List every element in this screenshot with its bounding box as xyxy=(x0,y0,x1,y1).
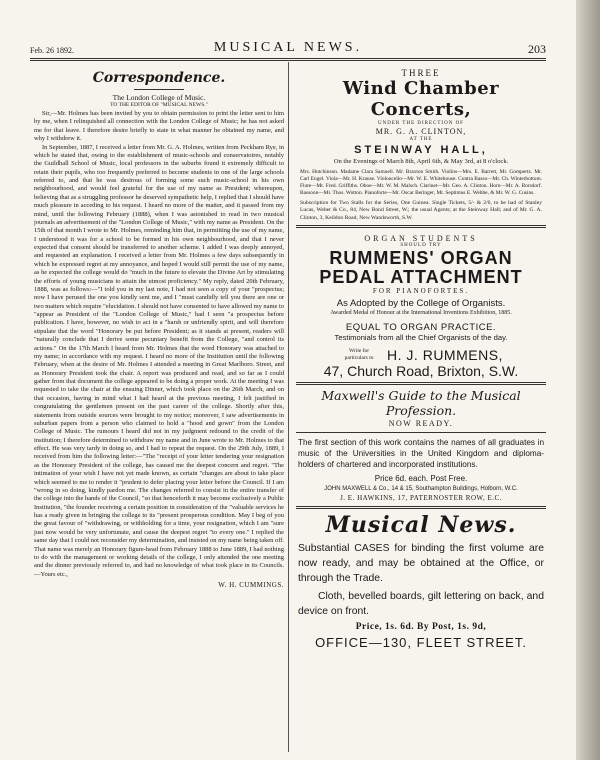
at-the: AT THE xyxy=(409,137,433,142)
page-header xyxy=(30,40,546,56)
subscription-info: Subscription for Two Stalls for the Series, One Guinea. Single Tickets, 5/- & 2/6, to be had of Stanley Lucas, Weber & Co., 84, New Bond Street, W.; the usual Agents; at the Steinway Hall; and of Mr. G. A. Clinton, 3, Keildon Road, New Wandsworth, S.W. xyxy=(300,200,542,221)
cloth-text: Cloth, bevelled boards, gilt lettering on back, and device on front. xyxy=(298,591,544,618)
cases-text: Substantial CASES for binding the first volume are now ready, and may be obtained at the Office, or through the Trade. xyxy=(298,543,544,585)
award-text: Awarded Medal of Honour at the International Inventions Exhibition, 1885. xyxy=(330,309,512,316)
rummens-title-2: PEDAL ATTACHMENT xyxy=(319,266,523,287)
advertisements-column xyxy=(296,64,546,650)
letter-addressee: TO THE EDITOR OF "MUSICAL NEWS." xyxy=(110,102,208,108)
correspondence-column xyxy=(34,64,284,589)
page-number: 203 xyxy=(528,42,546,56)
maxwell-price: Price 6d. each. Post Free. xyxy=(374,474,468,484)
letter-signature: W. H. CUMMINGS. xyxy=(218,581,284,589)
musical-news-logo: Musical News. xyxy=(325,512,517,539)
under-direction: UNDER THE DIRECTION OF xyxy=(378,121,464,126)
maxwell-agent: J. E. HAWKINS, 17, PATERNOSTER ROW, E.C. xyxy=(340,494,502,503)
maxwell-title: Maxwell's Guide to the Musical Profession. xyxy=(321,387,521,418)
ad-divider xyxy=(296,506,546,509)
rummens-ad xyxy=(296,234,546,379)
contact-name: H. J. RUMMENS, xyxy=(387,346,503,363)
ad-divider xyxy=(296,225,546,228)
ad-rule xyxy=(296,432,546,433)
adopted-by: As Adopted by the College of Organists. xyxy=(336,297,506,309)
header-rule-2 xyxy=(30,60,546,61)
performers-list: Mrs. Hutchinson. Madame Clara Samuell. Mr. Braxton Smith. Violins—Mrs. E. Barrett, Mr. Gompertz. Mr. Carl Engel. Viola—Mr. H. Krause. Violoncello—Mr. W. E. Whitehouse. Contra Basso—Mr. Ch. Winterbottom. Flute—Mr. Fred. Griffiths. Oboe—Mr. W. M. Malsch. Clarinet—Mr. Geo. A. Clinton. Horn—Mr. A. Borsdorf. Bassoon—Mr. Thos. Wotton. Pianoforte—Mr. Oscar Beringer, Mr. Septimus E. Webbe, & Mr. W. G. Cusins. xyxy=(300,169,542,197)
heading-rule xyxy=(134,89,184,90)
maxwell-ad xyxy=(296,388,546,502)
office-address: OFFICE—130, FLEET STREET. xyxy=(315,635,527,651)
for-pianofortes: FOR PIANOFORTES. xyxy=(372,286,470,295)
letter-paragraph: In September, 1887, I received a letter from Mr. G. A. Holmes, written from Peckham Rye, in which he stated that, owing to the establishment of music-schools and conservatoires, notably the Guildhall School of Music, local professors in the suburbs found it extremely difficult to retain their pupils, who too frequently preferred to become students in one of the large schools referred to, and that he was desirous of forming some such music-school in his own neighbourhood, and would feel grateful for the use of my name as President; whereupon, believing that as a struggling professor he deserved sympathetic help, I replied that I should have much pleasure in acceding to his request. I heard no more of the matter, and it passed from my mind, until the following February (1888), when I was astonished to read in two musical journals an advertisement of the "London College of Music," with my name as President. On the 15th of that month I wrote to Mr. Holmes, reminding him that, in permitting the use of my name, I understood it was for a school to be formed in his own neighbourhood, and that I never expected that consent should be transferred to another scheme. I added I was deeply annoyed, and requested an explanation. I received a letter from Mr. Holmes a few days subsequently in which he expressed regret at my annoyance, and hoped I would still permit the use of my name, as he expected the college would do "much in the future to elevate the Divine Art by stimulating the efforts of young musicians to attain the utmost proficiency." My reply, dated 20th February, 1888, was as follows:—"I told you in my last note, I had not seen a copy of your "prospectus; now I have perused the one you kindly sent me, and I "must candidly tell you there are one or two matters which require "elucidation. I should not have consented to have allowed my name to "appear as President of the "London College of Music," had I seen "a prospectus before publication. I have, however, no wish to act in a "harsh or unfriendly spirit, and will therefore stipulate that the word "Honorary be put before President; as it stands at present, readers will "naturally conclude that I derive some pecuniary benefit from the College, "and control its actions." On the 17th March I heard from Mr. Holmes that the word Honorary was attached to my name; in accordance with my request. I heard no more of the Institution until the following February, when at the desire of Mr. Holmes I attended a meeting in Great Marlboro. Street, and as Honorary President took the chair. A report was produced and read, and so far as I could gather from that document the college appeared to be doing a proper work. At the meeting I was requested to take the chair at the ensuing Dinner, which took place on the 26th March, and on that occasion, having in mind what I had heard at the previous meeting, I felt justified in congratulating the gentlemen present on the past career of the college. Shortly after this, statements from outside sources were brought to my notice; moreover, I saw advertisements in suburban papers from a person who claimed to hold a "hood and gown" from the London College of Music. The rumours I heard did not in my judgment redound to the credit of the institution; I therefore determined to withdraw my name and in June wrote to Mr. Holmes to that effect. He was very tardy in doing so, and I had to repeat the request. On the 29th July, 1889, I received from him the following letter:—"The "receipt of your letter tendering your resignation as the Honorary President of the college, has caused me the deepest concern and regret. "The intimation of your wish I have not yet made known, as certain "changes are about to take place which seemed to me to render it "prudent to defer placing your letter before the Council. If I am "wrong in so doing, kindly pardon me. The changes referred to consist in the entire transfer of the college into the hands of the Council, "so that henceforth it may become exclusively a Public Institution, "the founder receiving a certain position in consideration of the "valuable services he has a ready given in bringing the college to its "present prosperous condition. May I beg of you the great favour of "withdrawing, or withholding for a time, your resignation, which I am "sure just now would be very unfortunate, and cause the deepest regret "to every one." I replied the same day that I could not reconsider my determination, and insisted on my name being taken off. That name was merely an Honorary figure-head from February 1888 to June 1889, I had nothing to do with the management or working details of the college, I only attended the one meeting and the dinner previously referred to, and had no knowledge of what took place in its Councils.—Yours etc., xyxy=(34,143,284,578)
letter-paragraph: Sir,—Mr. Holmes has been invited by you to obtain permission to print the letter sent to him by me, when I relinquished all connection with the London College of Music; he has not asked me for that leave. I therefore desire briefly to state in what manner he obtained my name, and why I withdrew it. xyxy=(34,110,284,143)
letter-body xyxy=(34,110,284,579)
ad-line-three: THREE xyxy=(401,68,441,78)
issue-date: Feb. 26 1892. xyxy=(30,46,74,55)
maxwell-publisher: JOHN MAXWELL & Co., 14 & 15, Southampton Buildings, Holborn, W.C. xyxy=(324,486,518,493)
director-name: MR. G. A. CLINTON, xyxy=(375,127,467,136)
binding-cases-ad xyxy=(296,512,546,650)
header-rule xyxy=(30,58,546,59)
masthead: MUSICAL NEWS. xyxy=(213,40,363,55)
should-try: SHOULD TRY xyxy=(400,242,442,248)
wind-concerts-ad xyxy=(296,68,546,222)
cases-price: Price, 1s. 6d. By Post, 1s. 9d, xyxy=(355,622,487,633)
wind-concerts-title: Wind Chamber Concerts, xyxy=(342,78,500,120)
book-spine xyxy=(576,0,600,760)
letter-title: The London College of Music. xyxy=(112,93,206,102)
contact-address: 47, Church Road, Brixton, S.W. xyxy=(323,362,519,379)
concert-dates: On the Evenings of March 8th, April 6th, & May 3rd, at 8 o'clock. xyxy=(333,158,509,165)
rummens-title-1: RUMMENS' ORGAN xyxy=(329,247,513,268)
hall-name: STEINWAY HALL, xyxy=(354,144,488,156)
now-ready: NOW READY. xyxy=(388,418,454,428)
equal-practice: EQUAL TO ORGAN PRACTICE. xyxy=(345,321,497,333)
testimonials: Testimonials from all the Chief Organists of the day. xyxy=(334,332,508,342)
correspondence-heading: Correspondence. xyxy=(92,70,226,86)
write-for: Write for particulars to xyxy=(344,348,374,361)
maxwell-description: The first section of this work contains the names of all graduates in music of the Universities in the United Kingdom and diploma-holders of chartered and incorporated institutions. xyxy=(298,437,544,469)
column-divider xyxy=(288,62,289,752)
ad-divider xyxy=(296,382,546,385)
contact-row xyxy=(296,347,546,363)
organ-students: ORGAN STUDENTS xyxy=(364,233,478,243)
